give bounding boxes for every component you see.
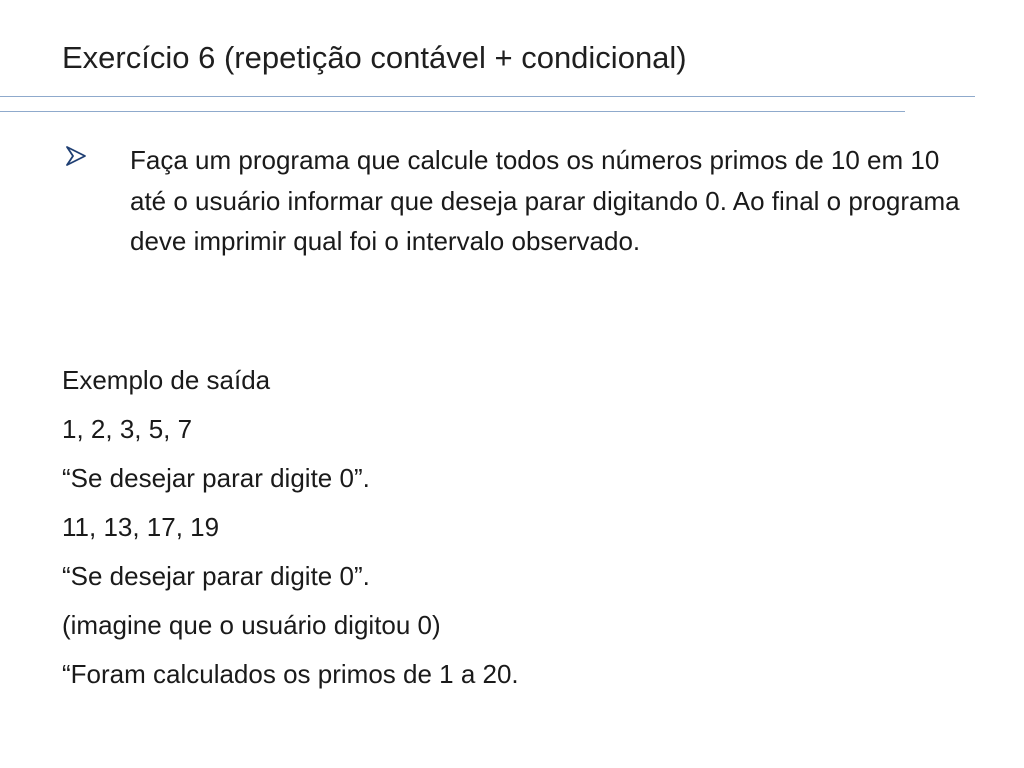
- title-underline-bottom: [0, 111, 905, 112]
- example-output-block: [62, 356, 962, 699]
- example-line: (imagine que o usuário digitou 0): [62, 610, 441, 640]
- example-line: 11, 13, 17, 19: [62, 512, 220, 542]
- example-heading: Exemplo de saída: [62, 365, 271, 395]
- bullet-text: Faça um programa que calcule todos os números primos de 10 em 10 até o usuário informar que deseja parar digitando 0. Ao final o programa deve imprimir qual foi o intervalo observado.: [130, 145, 960, 256]
- example-line: 1, 2, 3, 5, 7: [62, 414, 193, 444]
- example-line: “Foram calculados os primos de 1 a 20.: [62, 659, 519, 689]
- example-line: “Se desejar parar digite 0”.: [62, 561, 370, 591]
- example-line: “Se desejar parar digite 0”.: [62, 463, 370, 493]
- slide-title: Exercício 6 (repetição contável + condicional): [62, 40, 687, 75]
- title-underline-top: [0, 96, 975, 97]
- arrow-bullet-icon: [64, 144, 88, 168]
